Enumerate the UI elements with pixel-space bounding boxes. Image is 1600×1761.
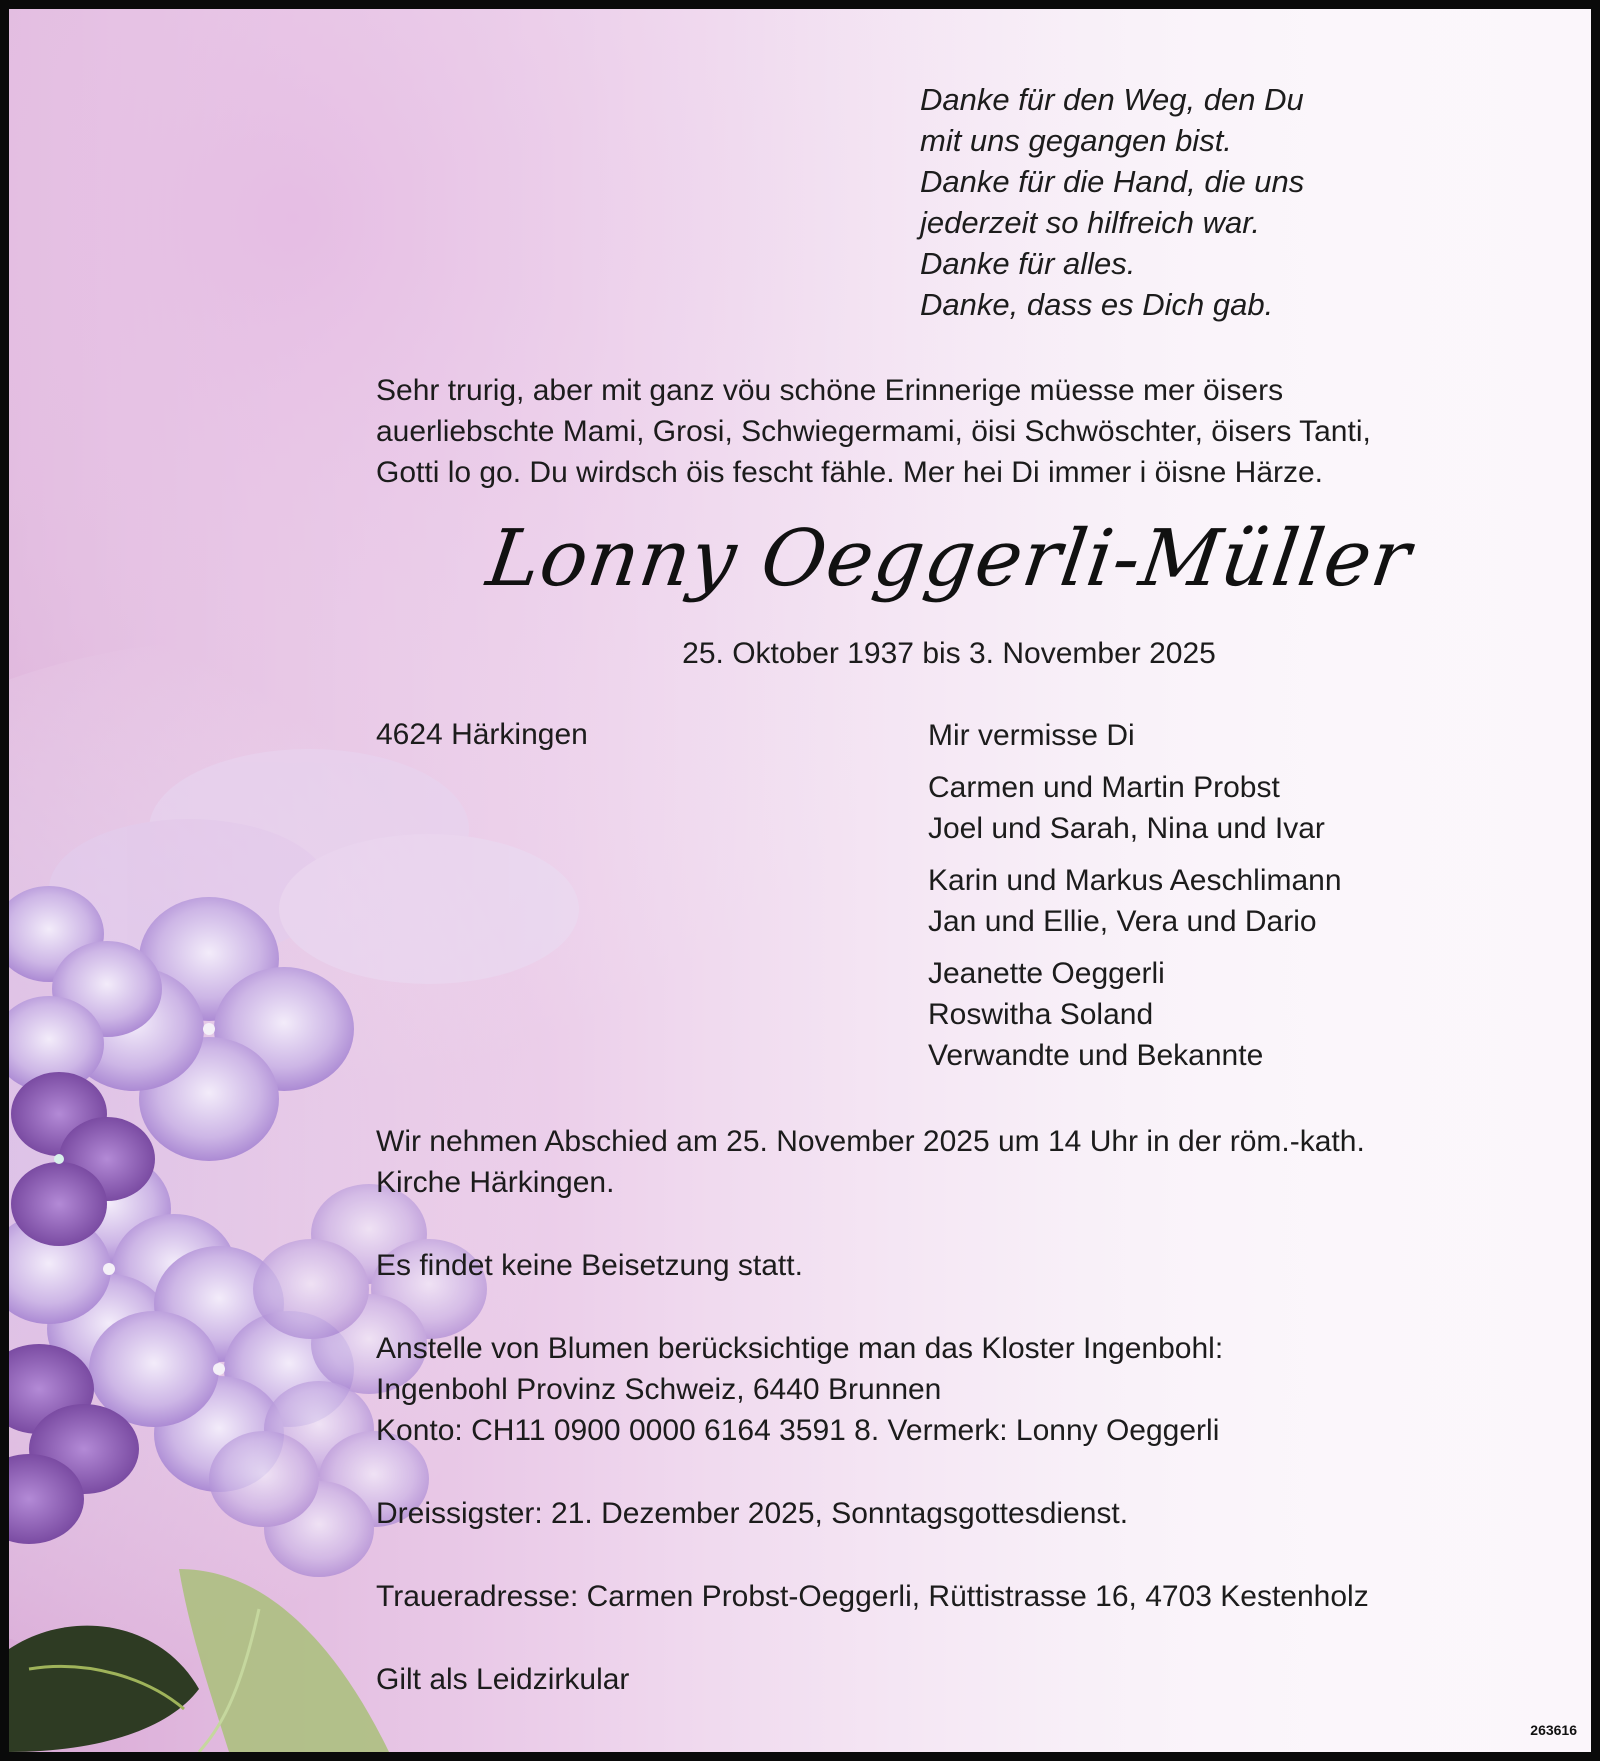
place-of-residence: 4624 Härkingen [376, 718, 588, 751]
intro-line: Sehr trurig, aber mit ganz vöu schöne Erinnerige müesse mer öisers [376, 374, 1284, 407]
info-paragraph-donation [376, 1328, 1556, 1451]
life-dates: 25. Oktober 1937 bis 3. November 2025 [682, 637, 1216, 670]
mourner-line: Jeanette Oeggerli [928, 957, 1165, 990]
mourner-line: Carmen und Martin Probst [928, 771, 1280, 804]
mourner-group [928, 953, 1342, 1076]
poem-line: jederzeit so hilfreich war. [920, 205, 1260, 240]
intro-line: auerliebschte Mami, Grosi, Schwiegermami, öisi Schwöschter, öisers Tanti, [376, 415, 1371, 448]
mourner-group [928, 767, 1342, 849]
deceased-name [9, 509, 1600, 609]
mourner-line: Jan und Ellie, Vera und Dario [928, 905, 1317, 938]
info-line: Kirche Härkingen. [376, 1166, 615, 1199]
poem [920, 79, 1304, 325]
poem-line: Danke für alles. [920, 246, 1136, 281]
info-line: Gilt als Leidzirkular [376, 1663, 630, 1696]
info-line: Wir nehmen Abschied am 25. November 2025 um 14 Uhr in der röm.-kath. [376, 1125, 1365, 1158]
info-line: Es findet keine Beisetzung statt. [376, 1249, 803, 1282]
funeral-info [376, 1121, 1556, 1742]
intro-text [376, 370, 1546, 493]
info-paragraph-burial [376, 1245, 1556, 1286]
info-paragraph-service [376, 1121, 1556, 1203]
info-line: Dreissigster: 21. Dezember 2025, Sonntagsgottesdienst. [376, 1497, 1129, 1530]
info-line: Konto: CH11 0900 0000 6164 3591 8. Vermerk: Lonny Oeggerli [376, 1414, 1220, 1447]
poem-line: mit uns gegangen bist. [920, 123, 1232, 158]
mourners-heading: Mir vermisse Di [928, 719, 1135, 752]
info-line: Ingenbohl Provinz Schweiz, 6440 Brunnen [376, 1373, 942, 1406]
mourner-line: Joel und Sarah, Nina und Ivar [928, 812, 1325, 845]
info-paragraph-address [376, 1576, 1556, 1617]
info-line: Anstelle von Blumen berücksichtige man das Kloster Ingenbohl: [376, 1332, 1224, 1365]
mourner-line: Roswitha Soland [928, 998, 1154, 1031]
info-paragraph-circular [376, 1659, 1556, 1700]
poem-line: Danke für die Hand, die uns [920, 164, 1305, 199]
mourner-group [928, 860, 1342, 942]
mourners-list [928, 715, 1342, 1087]
info-paragraph-memorial [376, 1493, 1556, 1534]
mourner-line: Verwandte und Bekannte [928, 1039, 1264, 1072]
deceased-name-text: Lonny Oeggerli-Müller [481, 514, 1417, 604]
poem-line: Danke, dass es Dich gab. [920, 287, 1274, 322]
intro-line: Gotti lo go. Du wirdsch öis fescht fähle. Mer hei Di immer i öisne Härze. [376, 456, 1324, 489]
poem-line: Danke für den Weg, den Du [920, 82, 1304, 117]
reference-code: 263616 [1530, 1722, 1577, 1738]
mourner-line: Karin und Markus Aeschlimann [928, 864, 1342, 897]
info-line: Traueradresse: Carmen Probst-Oeggerli, Rüttistrasse 16, 4703 Kestenholz [376, 1580, 1369, 1613]
